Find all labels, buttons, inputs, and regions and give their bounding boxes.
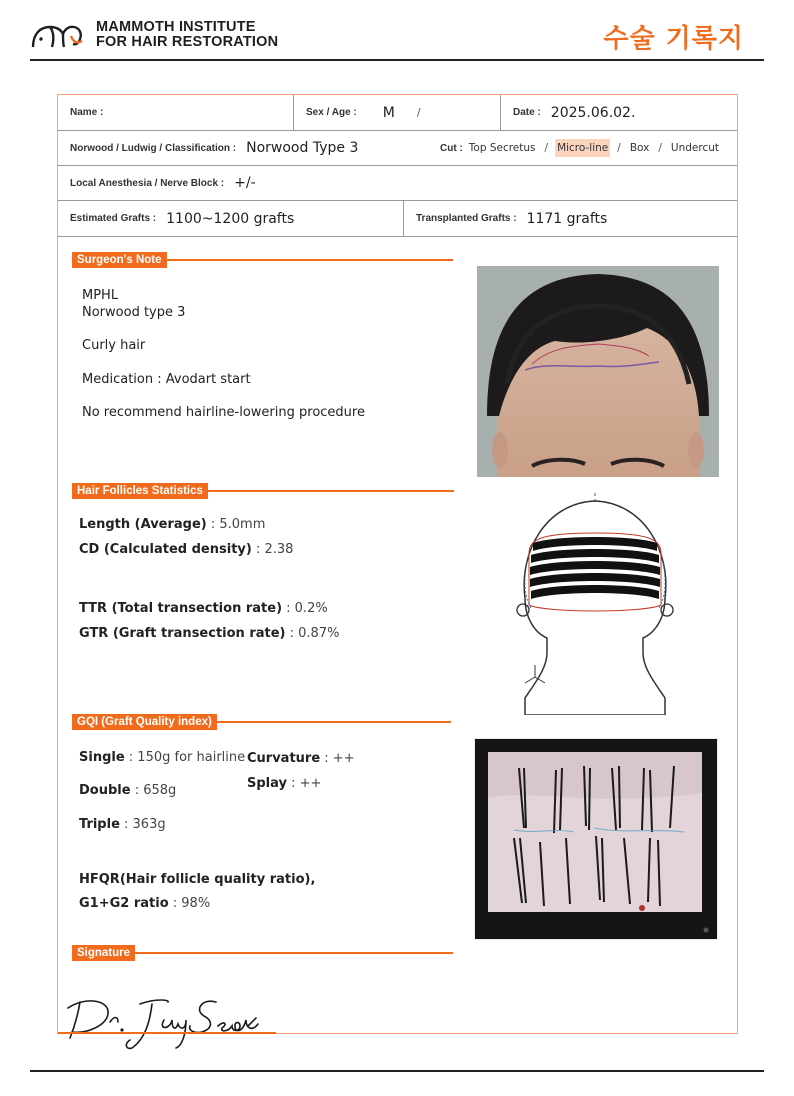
- date-label: Date :: [513, 107, 541, 118]
- bottom-divider: [30, 1070, 764, 1072]
- stat-ttr-key: TTR (Total transection rate): [79, 601, 283, 616]
- signature-title: Signature: [72, 945, 135, 961]
- gqi-triple-value: : 363g: [119, 817, 166, 832]
- donor-area-diagram: [515, 493, 715, 715]
- form-row-anesthesia: [58, 166, 737, 201]
- classification-cell[interactable]: [58, 131, 737, 165]
- date-cell[interactable]: [501, 95, 737, 130]
- sex-age-cell[interactable]: [294, 95, 501, 130]
- estimated-grafts-value: 1100~1200 grafts: [166, 210, 295, 227]
- anesthesia-label: Local Anesthesia / Nerve Block :: [70, 177, 225, 189]
- gqi-g1g2-value: : 98%: [168, 896, 211, 911]
- gqi-splay: [247, 776, 321, 791]
- gqi-splay-value: : ++: [286, 776, 322, 791]
- cut-label: Cut :: [439, 142, 463, 154]
- stat-gtr-key: GTR (Graft transection rate): [79, 626, 286, 641]
- gqi-title: GQI (Graft Quality index): [72, 714, 217, 730]
- stat-length: [79, 517, 265, 532]
- signature-heading: [72, 945, 453, 961]
- estimated-grafts-cell[interactable]: [58, 201, 404, 236]
- institute-logo: [30, 20, 278, 50]
- gqi-splay-key: Splay: [247, 776, 287, 791]
- form-row-classification: [58, 131, 737, 166]
- gqi-g1g2-key: G1+G2 ratio: [79, 896, 169, 911]
- cut-option-box[interactable]: Box: [629, 142, 650, 154]
- cut-option-undercut[interactable]: Undercut: [670, 142, 719, 154]
- note-line: Curly hair: [82, 338, 146, 353]
- follicle-stats-heading: [72, 483, 454, 499]
- estimated-grafts-label: Estimated Grafts :: [70, 213, 157, 224]
- stat-gtr: [79, 626, 339, 641]
- transplanted-grafts-value: 1171 grafts: [526, 210, 608, 227]
- stat-cd-key: CD (Calculated density): [79, 542, 252, 557]
- signature-underline: [58, 1032, 276, 1034]
- gqi-hfqr-text: HFQR(Hair follicle quality ratio),: [79, 872, 316, 887]
- sex-age-separator: /: [416, 106, 421, 119]
- stat-ttr: [79, 601, 328, 616]
- stat-cd-value: : 2.38: [251, 542, 294, 557]
- transplanted-grafts-cell[interactable]: [404, 201, 737, 236]
- gqi-double-key: Double: [79, 783, 131, 798]
- classification-value: Norwood Type 3: [246, 140, 359, 156]
- note-line: Norwood type 3: [82, 305, 186, 320]
- stat-ttr-value: : 0.2%: [282, 601, 328, 616]
- date-value: 2025.06.02.: [550, 104, 636, 121]
- note-line: MPHL: [82, 288, 119, 303]
- note-line: No recommend hairline-lowering procedure: [82, 405, 365, 420]
- logo-line-1: MAMMOTH INSTITUTE: [96, 19, 256, 35]
- gqi-single-value: : 150g for hairline: [124, 750, 246, 765]
- stat-gtr-value: : 0.87%: [285, 626, 340, 641]
- gqi-single-key: Single: [79, 750, 125, 765]
- mammoth-logo-icon: [30, 20, 88, 50]
- cut-option-top-secretus[interactable]: Top Secretus: [468, 142, 536, 154]
- form-row-patient: [58, 95, 737, 131]
- follicle-stats-title: Hair Follicles Statistics: [72, 483, 208, 499]
- gqi-g1g2: [79, 896, 210, 911]
- classification-label: Norwood / Ludwig / Classification :: [70, 142, 237, 154]
- name-cell[interactable]: [58, 95, 294, 130]
- cut-options: Cut : Top Secretus / Micro-line / Box / Undercut: [440, 139, 721, 157]
- graft-monitor-photo: [474, 738, 718, 940]
- hairline-photo: [477, 266, 719, 477]
- surgery-record-form: [57, 94, 738, 1034]
- sex-age-label: Sex / Age :: [306, 107, 357, 118]
- document-title: 수술 기록지: [603, 24, 744, 54]
- surgeons-note-heading: [72, 252, 453, 268]
- sex-value: M: [382, 104, 395, 121]
- anesthesia-value: +/-: [234, 175, 256, 191]
- gqi-hfqr: [79, 872, 315, 887]
- gqi-heading: [72, 714, 451, 730]
- stat-length-key: Length (Average): [79, 517, 207, 532]
- name-label: Name :: [70, 107, 104, 118]
- transplanted-grafts-label: Transplanted Grafts :: [416, 213, 517, 224]
- gqi-curvature: [247, 751, 355, 766]
- doctor-signature: [66, 990, 276, 1052]
- gqi-triple: [79, 817, 166, 832]
- anesthesia-cell[interactable]: [58, 166, 737, 200]
- stat-cd: [79, 542, 293, 557]
- gqi-double: [79, 783, 176, 798]
- stat-length-value: : 5.0mm: [206, 517, 266, 532]
- surgeons-note-title: Surgeon's Note: [72, 252, 167, 268]
- gqi-triple-key: Triple: [79, 817, 120, 832]
- form-row-grafts: [58, 201, 737, 237]
- surgeons-note-body: [82, 287, 365, 421]
- gqi-double-value: : 658g: [130, 783, 177, 798]
- gqi-curvature-key: Curvature: [247, 751, 321, 766]
- cut-option-micro-line[interactable]: Micro-line: [555, 139, 610, 157]
- gqi-curvature-value: : ++: [320, 751, 355, 766]
- logo-line-2: FOR HAIR RESTORATION: [96, 34, 279, 50]
- note-line: Medication : Avodart start: [82, 372, 251, 387]
- gqi-single: [79, 750, 245, 765]
- top-divider: [30, 59, 764, 61]
